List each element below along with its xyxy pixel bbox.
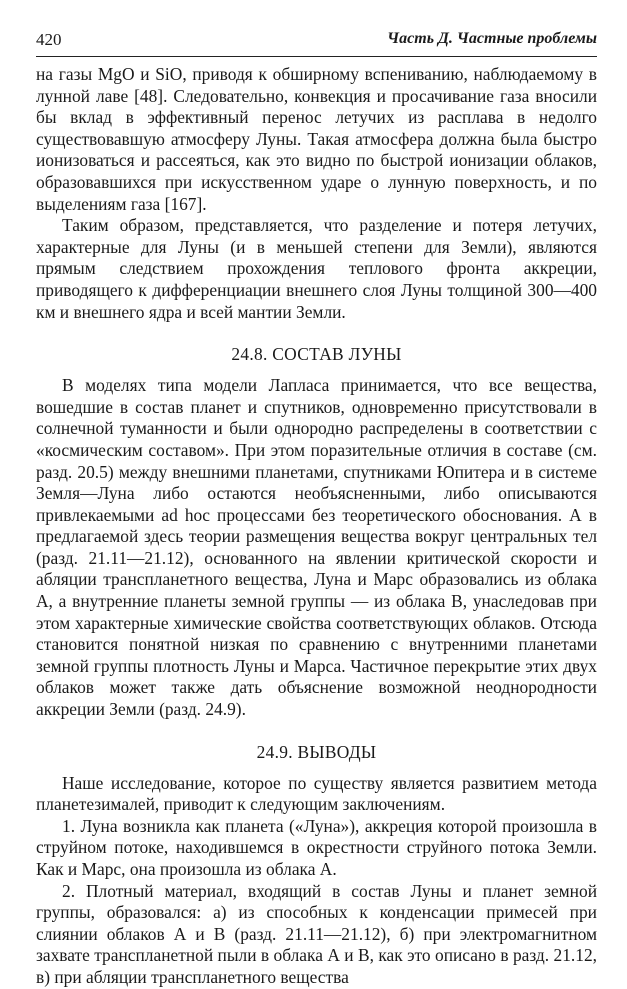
running-head: Часть Д. Частные проблемы — [387, 30, 597, 47]
page-number: 420 — [36, 30, 62, 49]
conclusion-item-1: 1. Луна возникла как планета («Луна»), аккреция которой произошла в струйном потоке, находившемся в окрестности струйного потока Земли. Как и Марс, она произошла из облака А. — [36, 815, 597, 879]
header-rule — [36, 56, 597, 57]
page-header — [36, 30, 597, 52]
section-heading-moon-composition: 24.8. СОСТАВ ЛУНЫ — [231, 344, 402, 365]
section-heading-conclusions: 24.9. ВЫВОДЫ — [256, 741, 377, 762]
page-body — [36, 64, 597, 989]
conclusion-item-2: 2. Плотный материал, входящий в состав Луны и планет земной группы, образовался: а) из способных к конденсации примесей при слиянии облаков А и В (разд. 21.11—21.12), б) при электромагнитном захвате транспланетной пыли в облака А и В, как это описано в разд. 21.12, в) при абляции транспланетного вещества — [36, 880, 597, 987]
paragraph-moon-composition: В моделях типа модели Лапласа принимается, что все вещества, вошедшие в состав планет и спутников, одновременно присутствовали в солнечной туманности и были однородно распределены в соответствии с «космическим составом». При этом поразительные отличия в составе (см. разд. 20.5) между внешними планетами, спутниками Юпитера и в системе Земля—Луна либо остаются необъясненными, либо описываются привлекаемыми ad hoc процессами без теоретического обоснования. А в предлагаемой здесь теории размещения вещества вокруг центральных тел (разд. 21.11—21.12), основанного на явлении критической скорости и абляции транспланетного вещества, Луна и Марс образовались из облака А, а внутренние планеты земной группы — из облака В, унаследовав при этом характерные химические свойства соответствующих облаков. Отсюда становится понятной низкая по сравнению с внутренними планетами земной группы плотность Луны и Марса. Частичное перекрытие этих двух облаков может также дать объяснение возможной неоднородности аккреции Земли (разд. 24.9). — [36, 375, 597, 720]
paragraph-volatiles-summary: Таким образом, представляется, что разделение и потеря летучих, характерные для Луны (и в меньшей степени для Земли), являются прямым следствием прохождения теплового фронта аккреции, приводящего к дифференциации внешнего слоя Луны толщиной 300—400 км и внешнего ядра и всей мантии Земли. — [36, 215, 597, 322]
paragraph-conclusions-intro: Наше исследование, которое по существу является развитием метода планетезималей, приводит к следующим заключениям. — [36, 772, 597, 815]
paragraph-gas-transport: на газы MgO и SiO, приводя к обширному вспениванию, наблюдаемому в лунной лаве [48]. Следовательно, конвекция и просачивание газа вносили бы вклад в эффективный перенос летучих из расплава в недолго существовавшую атмосферу Луны. Такая атмосфера должна была быстро ионизоваться и рассеяться, как это видно по быстрой ионизации облаков, образовавшихся при искусственном ударе о лунную поверхность, и по выделениям газа [167]. — [36, 64, 597, 214]
